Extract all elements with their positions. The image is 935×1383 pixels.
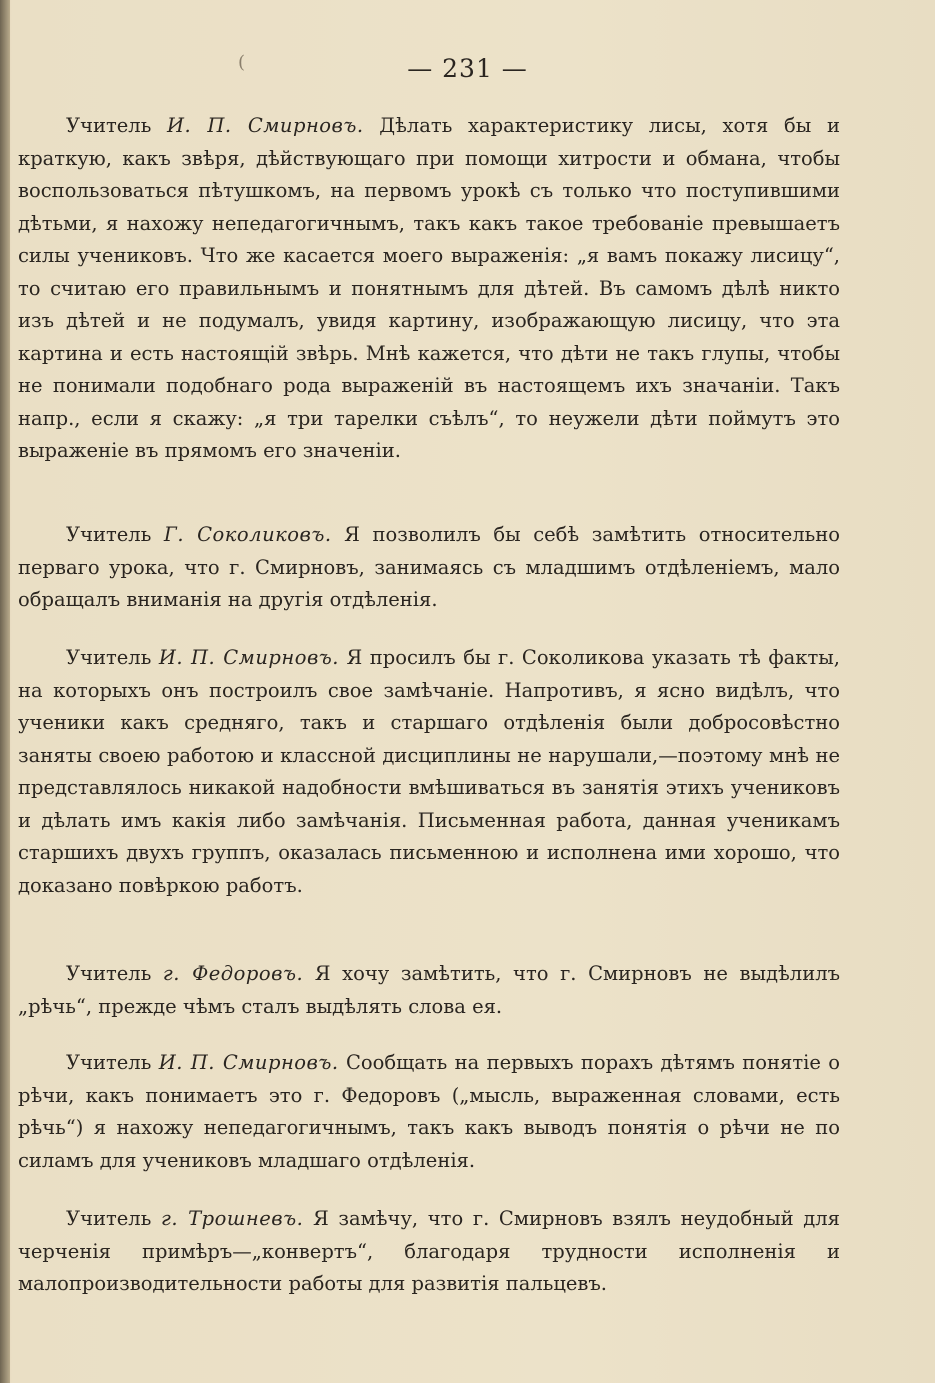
speaker-name: г. Трошневъ. xyxy=(160,1207,304,1230)
speaker-name: И. П. Смирновъ. xyxy=(158,646,340,669)
paragraph-text: Сообщать на первыхъ порахъ дѣтямъ понятіе о рѣчи, какъ понимаетъ это г. Федоровъ („мысль, выраженная словами, есть рѣчь“) я нахожу непедагогичнымъ, такъ какъ выводъ понятія о рѣчи не по силамъ для учениковъ младшаго отдѣленія. xyxy=(18,1051,841,1172)
speaker-role: Учитель xyxy=(66,1207,152,1230)
paragraph-4 xyxy=(18,958,840,1023)
speaker-role: Учитель xyxy=(66,523,152,546)
paragraph-text: Я замѣчу, что г. Смирновъ взялъ неудобный для черченія примѣръ—„конвертъ“, благодаря трудности исполненія и малопроизводительности работы для развитія пальцевъ. xyxy=(18,1207,840,1295)
page-number: — 231 — xyxy=(407,54,528,83)
paragraph-3 xyxy=(18,642,840,902)
paragraph-text: Я позволилъ бы себѣ замѣтить относительно перваго урока, что г. Смирновъ, занимаясь съ младшимъ отдѣленіемъ, мало обращалъ вниманія на другія отдѣленія. xyxy=(18,523,840,611)
speaker-role: Учитель xyxy=(66,114,152,137)
speaker-role: Учитель xyxy=(66,646,152,669)
paragraph-text: Я хочу замѣтить, что г. Смирновъ не выдѣлилъ „рѣчь“, прежде чѣмъ сталъ выдѣлять слова ея. xyxy=(18,962,840,1018)
page-spine-shadow xyxy=(0,0,10,1383)
paragraph-text: Я просилъ бы г. Соколикова указать тѣ факты, на которыхъ онъ построилъ свое замѣчаніе. Напротивъ, я ясно видѣлъ, что ученики какъ средняго, такъ и старшаго отдѣленія были добросовѣстно заняты своею работою и классной дисциплины не нарушали,—поэтому мнѣ не представлялось никакой надобности вмѣшиваться въ занятія этихъ учениковъ и дѣлать имъ какія либо замѣчанія. Письменная работа, данная ученикамъ старшихъ двухъ группъ, оказалась письменною и исполнена ими хорошо, что доказано повѣркою работъ. xyxy=(18,646,840,897)
paragraph-5 xyxy=(18,1047,840,1177)
speaker-name: И. П. Смирновъ. xyxy=(158,1051,339,1074)
paragraph-text: Дѣлать характеристику лисы, хотя бы и краткую, какъ звѣря, дѣйствующаго при помощи хитрости и обмана, чтобы воспользоваться пѣтушкомъ, на первомъ урокѣ съ только что поступившими дѣтьми, я нахожу непедагогичнымъ, такъ какъ такое требованіе превышаетъ силы учениковъ. Что же касается моего выраженія: „я вамъ покажу лисицу“, то считаю его правильнымъ и понятнымъ для дѣтей. Въ самомъ дѣлѣ никто изъ дѣтей и не подумалъ, увидя картину, изображающую лисицу, что эта картина и есть настоящій звѣрь. Мнѣ кажется, что дѣти не такъ глупы, чтобы не понимали подобнаго рода выраженій въ настоящемъ ихъ значаніи. Такъ напр., если я скажу: „я три тарелки съѣлъ“, то неужели дѣти поймутъ это выраженіе въ прямомъ его значеніи. xyxy=(18,114,840,462)
speaker-name: И. П. Смирновъ. xyxy=(167,114,364,137)
speaker-role: Учитель xyxy=(66,1051,152,1074)
paragraph-2 xyxy=(18,519,840,617)
speaker-name: г. Федоровъ. xyxy=(162,962,304,985)
paragraph-1 xyxy=(18,110,840,468)
speaker-role: Учитель xyxy=(66,962,152,985)
speaker-name: Г. Соколиковъ. xyxy=(163,523,332,546)
paragraph-6 xyxy=(18,1203,840,1301)
stray-mark: ( xyxy=(238,52,246,73)
